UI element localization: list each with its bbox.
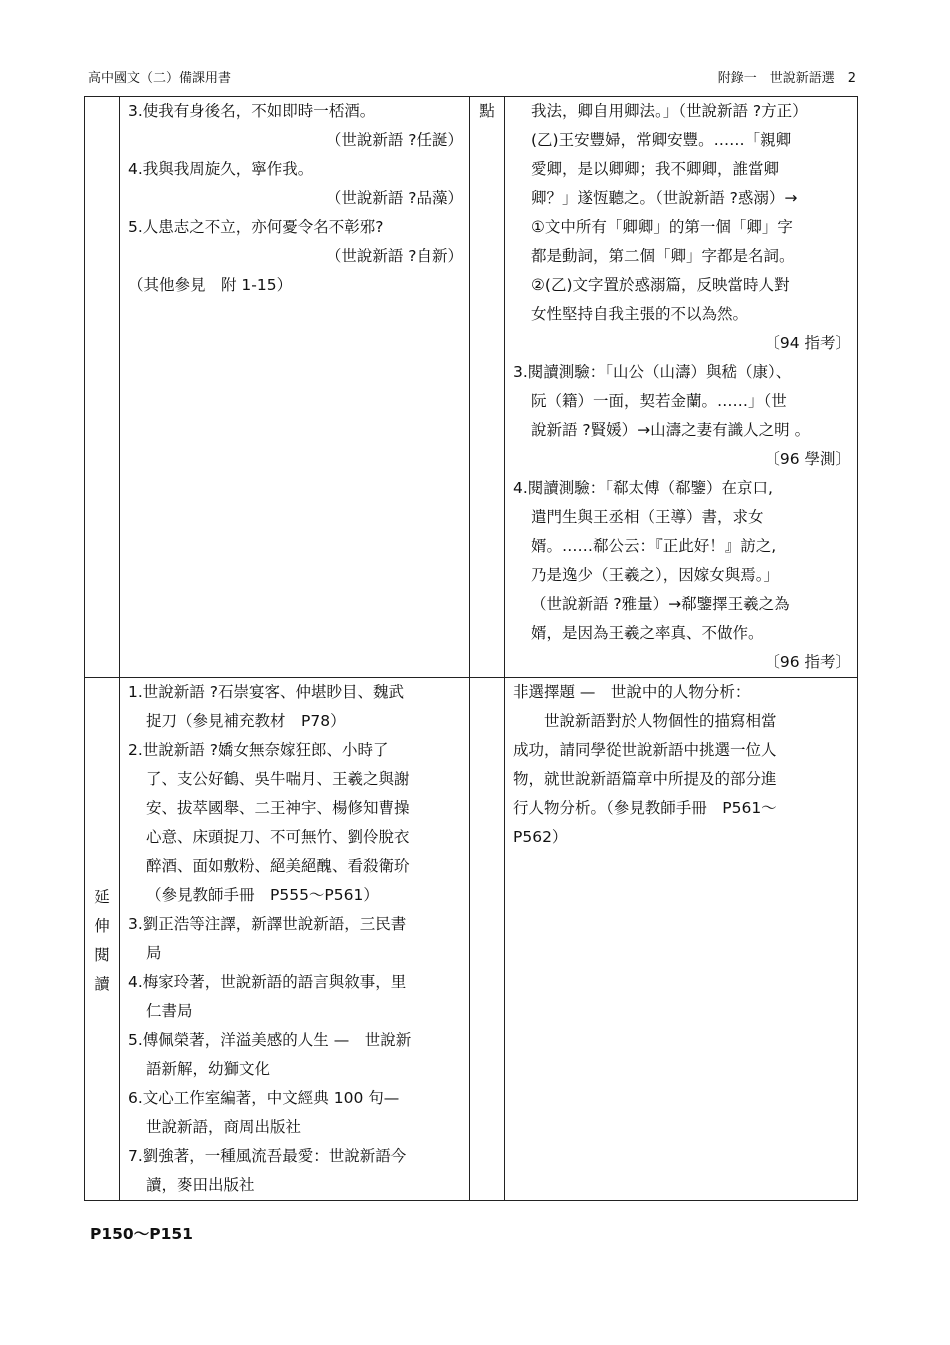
text-line: 婿。……郗公云：『正此好！』訪之, (531, 537, 777, 555)
text-line: ①文中所有「卿卿」的第一個「卿」字 (531, 218, 793, 236)
list-item: 了、支公好鶴、吳牛喘月、王羲之與謝 (146, 770, 410, 788)
quote-item: 5.人患志之不立，亦何憂令名不彰邪? (128, 218, 384, 236)
list-item: 局 (146, 944, 162, 962)
list-item: （參見教師手冊 P555～P561） (146, 886, 379, 904)
header-left: 高中國文（二）備課用書 (88, 71, 232, 86)
text-line: 世說新語對於人物個性的描寫相當 (544, 712, 777, 730)
list-item: 捉刀（參見補充教材 P78） (146, 712, 346, 730)
list-item: 3.劉正浩等注譯，新譯世說新語，三民書 (128, 915, 407, 933)
text-line: P562） (513, 828, 568, 846)
list-item: 4.梅家玲著，世說新語的語言與敘事，里 (128, 973, 407, 991)
text-line: 說新語 ?賢媛）→山濤之妻有識人之明 。 (531, 421, 811, 439)
extended-reading-label-cell (85, 678, 120, 1201)
quote-source: （世說新語 ?任誕） (325, 131, 463, 149)
text-line: 成功，請同學從世說新語中挑選一位人 (513, 741, 777, 759)
text-line: 阮（籍）一面，契若金蘭。……」（世 (531, 392, 787, 410)
quote-source: （世說新語 ?自新） (325, 247, 463, 265)
text-line: 4.閱讀測驗：「郗太傅（郗鑒）在京口, (513, 479, 773, 497)
section-label-cell (470, 97, 505, 678)
quote-cell (120, 97, 470, 678)
text-line: 物，就世說新語篇章中所提及的部分進 (513, 770, 777, 788)
page-range: P150～P151 (90, 1225, 193, 1243)
vertical-label-char: 讀 (94, 975, 110, 993)
section-label: 點 (479, 102, 495, 120)
text-line: (乙)王安豐婦，常卿安豐。……「親卿 (531, 131, 792, 149)
vertical-label-char: 延 (94, 888, 110, 906)
content-table (84, 96, 858, 1201)
list-item: 語新解，幼獅文化 (146, 1060, 271, 1078)
text-line: 都是動詞，第二個「卿」字都是名詞。 (531, 247, 795, 265)
quote-item: 3.使我有身後名，不如即時一桮酒。 (128, 102, 376, 120)
reading-list-cell (120, 678, 470, 1201)
text-line: 行人物分析。（參見教師手冊 P561～ (513, 799, 777, 817)
vertical-label-char: 閱 (94, 946, 110, 964)
table-row (85, 97, 858, 678)
text-line: 愛卿，是以卿卿；我不卿卿，誰當卿 (531, 160, 780, 178)
exam-reference: 〔96 指考〕 (764, 653, 851, 671)
question-title: 非選擇題 — 世說中的人物分析： (513, 683, 751, 701)
label-cell-top (85, 97, 120, 678)
list-item: 讀，麥田出版社 (146, 1176, 255, 1194)
header-right: 附錄一 世說新語選 2 (717, 71, 856, 86)
essay-question-cell (505, 678, 858, 1201)
text-line: 遣門生與王丞相（王導）書，求女 (531, 508, 764, 526)
exam-reference: 〔94 指考〕 (764, 334, 851, 352)
other-reference-note: （其他參見 附 1-15） (128, 276, 293, 294)
list-item: 6.文心工作室編著，中文經典 100 句— (128, 1089, 400, 1107)
list-item: 世說新語，商周出版社 (146, 1118, 302, 1136)
list-item: 5.傅佩榮著，洋溢美感的人生 — 世說新 (128, 1031, 412, 1049)
exam-points-cell (505, 97, 858, 678)
exam-reference: 〔96 學測〕 (764, 450, 851, 468)
list-item: 1.世說新語 ?石崇宴客、仲堪眇目、魏武 (128, 683, 404, 701)
quote-source: （世說新語 ?品藻） (325, 189, 463, 207)
text-line: （世說新語 ?雅量）→郗鑒擇王羲之為 (531, 595, 790, 613)
text-line: 乃是逸少（王羲之），因嫁女與焉。」 (531, 566, 780, 584)
text-line: 婿，是因為王羲之率真、不做作。 (531, 624, 764, 642)
list-item: 醉酒、面如敷粉、絕美絕醜、看殺衛玠 (146, 857, 410, 875)
text-line: 女性堅持自我主張的不以為然。 (531, 305, 749, 323)
table-row (85, 678, 858, 1201)
list-item: 2.世說新語 ?嬌女無奈嫁狂郎、小時了 (128, 741, 389, 759)
vertical-label-char: 伸 (94, 917, 110, 935)
list-item: 安、拔萃國舉、二王神宇、楊修知曹操 (146, 799, 410, 817)
quote-item: 4.我與我周旋久，寧作我。 (128, 160, 314, 178)
empty-cell (470, 678, 505, 1201)
list-item: 7.劉強著，一種風流吾最愛：世說新語今 (128, 1147, 407, 1165)
text-line: 我法，卿自用卿法。」（世說新語 ?方正） (531, 102, 808, 120)
list-item: 心意、床頭捉刀、不可無竹、劉伶脫衣 (146, 828, 410, 846)
text-line: ②(乙)文字置於惑溺篇，反映當時人對 (531, 276, 790, 294)
text-line: 卿？」遂恆聽之。（世說新語 ?惑溺）→ (531, 189, 798, 207)
list-item: 仁書局 (146, 1002, 193, 1020)
text-line: 3.閱讀測驗：「山公（山濤）與嵇（康）、 (513, 363, 792, 381)
